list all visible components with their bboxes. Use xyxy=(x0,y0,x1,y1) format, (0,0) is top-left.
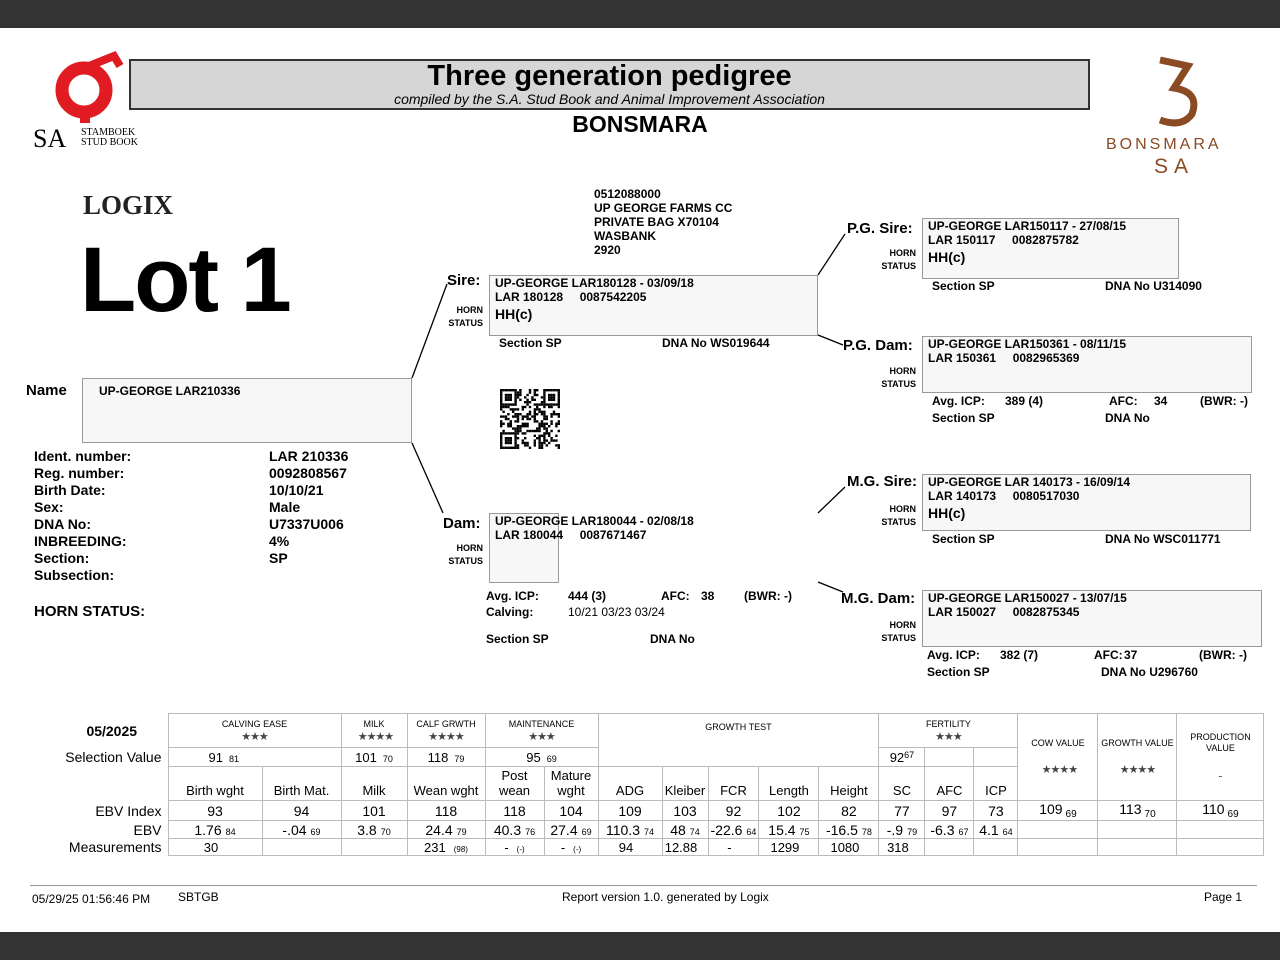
dna-number: DNA No WSC011771 xyxy=(1105,532,1221,546)
subject-name: UP-GEORGE LAR210336 xyxy=(99,384,241,398)
measurement-cell: 231 (98) xyxy=(407,839,485,856)
bonsmara-logo-text: SA xyxy=(1154,155,1195,178)
trait-header: SC xyxy=(879,767,925,801)
production-value-rating: - xyxy=(1218,767,1223,783)
ebv-cell: -16.5 78 xyxy=(819,821,879,839)
rating-stars: ★★★★ xyxy=(1041,764,1078,776)
footer-report: Report version 1.0. generated by Logix xyxy=(562,890,769,904)
ebv-cell: -6.3 67 xyxy=(925,821,974,839)
dna-number: DNA No WS019644 xyxy=(662,336,770,350)
ebv-index-cell: 118 xyxy=(485,801,544,821)
horn-status-label: HORN STATUS xyxy=(881,504,916,527)
sire-label: Sire: xyxy=(447,272,481,289)
horn-status-label: HORN STATUS xyxy=(448,543,483,566)
icp-row: Avg. ICP: 382 (7) AFC: 37 (BWR: -) xyxy=(927,648,1247,662)
page-title: Three generation pedigree xyxy=(427,60,792,92)
empty-cell xyxy=(1177,839,1264,856)
measurement-cell: 1080 xyxy=(819,839,879,856)
row-label: EBV Index xyxy=(95,802,162,819)
bonsmara-logo-text: BONSMARA xyxy=(1106,136,1222,153)
subject-name-box xyxy=(82,378,412,443)
ebv-index-cell: 118 xyxy=(407,801,485,821)
measurement-cell: - xyxy=(708,839,759,856)
measurement-cell xyxy=(974,839,1018,856)
detail-row xyxy=(34,567,131,584)
footer-page: Page 1 xyxy=(1204,890,1243,904)
measurement-cell xyxy=(262,839,341,856)
ancestor-id: UP-GEORGE LAR180044 - 02/08/18 LAR 180044 0087671467 xyxy=(495,514,694,542)
detail-label: Birth Date: xyxy=(34,482,106,498)
ancestor-id: UP-GEORGE LAR 140173 - 16/09/14 LAR 140173 0080517030 xyxy=(928,475,1131,503)
detail-label: Reg. number: xyxy=(34,465,125,481)
ebv-cell: 4.1 64 xyxy=(974,821,1018,839)
ebv-cell: 40.3 76 xyxy=(485,821,544,839)
footer-divider xyxy=(30,885,1257,886)
ebv-cell: 15.4 75 xyxy=(759,821,819,839)
ebv-cell: 24.4 79 xyxy=(407,821,485,839)
ancestor-id: UP-GEORGE LAR150027 - 13/07/15 LAR 150027 0082875345 xyxy=(928,591,1127,619)
detail-row xyxy=(34,516,344,533)
ebv-cell: 1.76 84 xyxy=(168,821,262,839)
sire-box xyxy=(489,275,818,336)
trait-header: FCR xyxy=(708,767,759,801)
breeder-address: 0512088000 UP GEORGE FARMS CC PRIVATE BAG X70104 WASBANK 2920 xyxy=(594,187,733,257)
logix-logo: LOGIX xyxy=(83,190,174,220)
section-value: Section SP xyxy=(932,411,995,425)
ebv-index-cell: 109 xyxy=(598,801,662,821)
detail-value: 0092808567 xyxy=(269,465,347,481)
trait-header: Birth wght xyxy=(168,767,262,801)
measurement-cell: 30 xyxy=(168,839,262,856)
ebv-cell: -22.6 64 xyxy=(708,821,759,839)
group-cow-value: COW VALUE xyxy=(1031,738,1085,748)
trait-header: AFC xyxy=(925,767,974,801)
ancestor-id: UP-GEORGE LAR150117 - 27/08/15 LAR 150117 0082875782 xyxy=(928,219,1127,247)
ebv-index-cell: 102 xyxy=(759,801,819,821)
pg-dam-box xyxy=(922,336,1252,393)
ebv-index-cell: 92 xyxy=(708,801,759,821)
detail-label: Subsection: xyxy=(34,567,115,583)
section-value: Section SP xyxy=(932,279,995,293)
pg-sire-label: P.G. Sire: xyxy=(847,220,913,237)
detail-row xyxy=(34,465,347,482)
mg-sire-label: M.G. Sire: xyxy=(847,473,918,490)
mg-dam-label: M.G. Dam: xyxy=(841,590,916,607)
ebv-cell: 110.3 74 xyxy=(598,821,662,839)
detail-row xyxy=(34,499,301,516)
ebv-index-cell: 94 xyxy=(262,801,341,821)
breed-title: BONSMARA xyxy=(572,111,708,137)
footer-user: SBTGB xyxy=(178,890,219,904)
ebv-index-cell: 77 xyxy=(879,801,925,821)
empty-cell xyxy=(1098,839,1177,856)
logo-text: STAMBOEK STUD BOOK xyxy=(81,127,138,148)
dna-number: DNA No U296760 xyxy=(1101,665,1198,679)
qr-code xyxy=(500,389,562,449)
logo-text: SA xyxy=(33,124,67,153)
value-cell: 113 $_{70}$ xyxy=(1098,801,1177,821)
detail-label: INBREEDING: xyxy=(34,533,127,549)
row-label: Measurements xyxy=(68,839,162,855)
empty-cell xyxy=(1098,821,1177,839)
group-fertility: FERTILITY xyxy=(926,718,971,729)
rating-stars: ★★★★ xyxy=(357,730,394,743)
detail-value: SP xyxy=(269,550,288,566)
section-value: Section SP xyxy=(499,336,562,350)
measurement-cell: 318 xyxy=(879,839,925,856)
ebv-index-cell: 104 xyxy=(544,801,598,821)
detail-label: Section: xyxy=(34,550,90,566)
name-label: Name xyxy=(26,382,67,399)
pg-sire-box xyxy=(922,218,1179,279)
trait-header: Post wean xyxy=(485,767,544,801)
detail-row xyxy=(34,482,324,499)
measurement-cell xyxy=(341,839,407,856)
horn-status-value: HH(c) xyxy=(928,249,966,265)
ebv-index-cell: 82 xyxy=(819,801,879,821)
pg-dam-label: P.G. Dam: xyxy=(843,337,913,354)
detail-value: 10/10/21 xyxy=(269,482,324,498)
rating-stars: ★★★★ xyxy=(428,730,464,743)
rating-stars: ★★★ xyxy=(528,730,555,743)
detail-label: Sex: xyxy=(34,499,64,515)
dna-number: DNA No xyxy=(650,632,695,646)
group-milk: MILK xyxy=(363,718,385,729)
trait-header: Kleiber xyxy=(662,767,708,801)
horn-status-label: HORN STATUS xyxy=(881,366,916,389)
horn-status-label: HORN STATUS xyxy=(881,620,916,643)
section-value: Section SP xyxy=(927,665,990,679)
icp-row: Avg. ICP: 389 (4) AFC: 34 (BWR: -) xyxy=(932,394,1248,408)
ebv-cell: -.04 69 xyxy=(262,821,341,839)
ebv-index-cell: 93 xyxy=(168,801,262,821)
measurement-cell: - (-) xyxy=(485,839,544,856)
ancestor-id: UP-GEORGE LAR150361 - 08/11/15 LAR 150361 0082965369 xyxy=(928,337,1127,365)
trait-header: Length xyxy=(759,767,819,801)
trait-header: ICP xyxy=(974,767,1018,801)
group-calving-ease: CALVING EASE xyxy=(221,718,288,729)
ebv-index-cell: 101 xyxy=(341,801,407,821)
group-maintenance: MAINTENANCE xyxy=(508,718,575,729)
value-cell: 109 $_{69}$ xyxy=(1018,801,1098,821)
group-calf-growth: CALF GRWTH xyxy=(416,718,476,729)
detail-value: LAR 210336 xyxy=(269,448,349,464)
group-growth-value: GROWTH VALUE xyxy=(1101,738,1174,748)
ebv-cell: -.9 79 xyxy=(879,821,925,839)
measurement-cell xyxy=(925,839,974,856)
horn-status-label: HORN STATUS: xyxy=(34,603,146,620)
trait-header: Height xyxy=(819,767,879,801)
horn-status-label: HORN STATUS xyxy=(448,305,483,328)
dna-number: DNA No U314090 xyxy=(1105,279,1202,293)
row-label: Selection Value xyxy=(65,749,162,765)
detail-value: U7337U006 xyxy=(269,516,344,532)
ebv-date: 05/2025 xyxy=(86,722,138,739)
mg-dam-box xyxy=(922,590,1262,647)
horn-status-value: HH(c) xyxy=(928,505,966,521)
group-growth-test: GROWTH TEST xyxy=(705,722,772,732)
trait-header: Birth Mat. xyxy=(262,767,341,801)
icp-row: Avg. ICP: 444 (3) AFC: 38 (BWR: -) xyxy=(486,589,792,603)
footer-datetime: 05/29/25 01:56:46 PM xyxy=(32,892,151,906)
trait-header: Mature wght xyxy=(544,767,598,801)
trait-header: Milk xyxy=(341,767,407,801)
rating-stars: ★★★ xyxy=(241,730,268,743)
lot-number: Lot 1 xyxy=(80,229,290,331)
detail-label: Ident. number: xyxy=(34,448,132,464)
section-value: Section SP xyxy=(932,532,995,546)
rating-stars: ★★★ xyxy=(935,730,962,743)
measurement-cell: - (-) xyxy=(544,839,598,856)
horn-status-label: HORN STATUS xyxy=(881,248,916,271)
ebv-table: 05/2025 CALVING EASE ★★★ MILK ★★★★ CALF GRWTH ★★★★ MAINTENANCE ★★★ GROWTH TEST FERTILITY ★★★ COW VALUE ★★★★ GROWTH VALUE ★★★★ PRODUCTION VALUE - Selection Value 91 81 101 70 118 79 95 69 $92^{67}$ Birth wght Birth Mat. Milk Wean wght Post wean Mature wght ADG Kleiber FCR Length Height SC AFC ICP EBV Index 93 94 101 118 118 104 109 103 92 102 82 77 97 73 109 $_{69}$ 113 $_{70}$ 110 $_{69}$ EBV 1.76 84 -.04 69 3.8 70 24.4 79 40.3 76 27.4 69 110.3 74 48 74 -22.6 64 15.4 75 -16.5 78 -.9 79 -6.3 67 4.1 64 Measurements 30 231 (98) - (-) - (-) 94 12.88 - 1299 1080 318 xyxy=(60,713,1264,856)
ebv-cell: 48 74 xyxy=(662,821,708,839)
mg-sire-box xyxy=(922,474,1251,531)
page-subtitle: compiled by the S.A. Stud Book and Animal Improvement Association xyxy=(394,91,825,107)
detail-value: 4% xyxy=(269,533,290,549)
detail-row xyxy=(34,448,349,465)
detail-value: Male xyxy=(269,499,301,515)
group-production-value: PRODUCTION VALUE xyxy=(1190,731,1251,753)
measurement-cell: 1299 xyxy=(759,839,819,856)
empty-cell xyxy=(1018,821,1098,839)
rating-stars: ★★★★ xyxy=(1119,764,1156,776)
empty-cell xyxy=(1018,839,1098,856)
dam-label: Dam: xyxy=(443,515,481,532)
ancestor-id: UP-GEORGE LAR180128 - 03/09/18 LAR 180128 0087542205 xyxy=(495,276,694,304)
ebv-cell: 27.4 69 xyxy=(544,821,598,839)
ebv-index-cell: 97 xyxy=(925,801,974,821)
dam-box xyxy=(489,513,694,583)
detail-label: DNA No: xyxy=(34,516,92,532)
animal-details xyxy=(34,448,349,584)
value-cell: 110 $_{69}$ xyxy=(1177,801,1264,821)
ebv-cell: 3.8 70 xyxy=(341,821,407,839)
ebv-index-cell: 73 xyxy=(974,801,1018,821)
detail-row xyxy=(34,550,288,567)
measurement-cell: 94 xyxy=(598,839,662,856)
detail-row xyxy=(34,533,290,550)
trait-header: Wean wght xyxy=(407,767,485,801)
section-value: Section SP xyxy=(486,632,549,646)
ebv-index-cell: 103 xyxy=(662,801,708,821)
measurement-cell: 12.88 xyxy=(662,839,708,856)
trait-header: ADG xyxy=(598,767,662,801)
dna-number: DNA No xyxy=(1105,411,1150,425)
empty-cell xyxy=(1177,821,1264,839)
calving-row: Calving: 10/21 03/23 03/24 xyxy=(486,605,665,619)
horn-status-value: HH(c) xyxy=(495,306,533,322)
row-label: EBV xyxy=(133,821,162,838)
